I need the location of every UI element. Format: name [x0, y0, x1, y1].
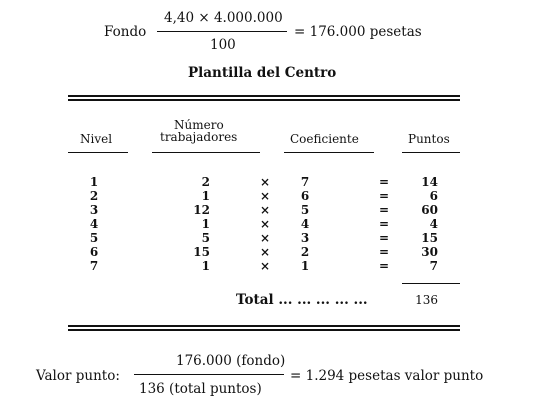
cell-trabajadores: 1 — [201, 259, 210, 273]
bottom-rule-2 — [68, 329, 460, 331]
cell-equals: = — [378, 259, 390, 273]
cell-trabajadores: 1 — [201, 217, 210, 231]
cell-nivel: 5 — [89, 231, 99, 245]
cell-puntos: 30 — [421, 245, 438, 259]
valor-fraction-line — [134, 374, 284, 375]
header-puntos: Puntos — [408, 132, 450, 146]
cell-nivel: 4 — [89, 217, 99, 231]
valor-result: = 1.294 pesetas valor punto — [290, 368, 484, 384]
cell-nivel: 6 — [89, 245, 99, 259]
cell-nivel: 7 — [89, 259, 99, 273]
cell-coeficiente: 5 — [300, 203, 310, 217]
cell-coeficiente: 4 — [300, 217, 310, 231]
cell-equals: = — [378, 189, 390, 203]
cell-coeficiente: 1 — [300, 259, 310, 273]
cell-nivel: 3 — [89, 203, 99, 217]
table-row — [0, 245, 533, 260]
table-row — [0, 203, 533, 218]
total-underline — [402, 283, 460, 284]
cell-puntos: 4 — [429, 217, 438, 231]
cell-equals: = — [378, 175, 390, 189]
cell-trabajadores: 1 — [201, 189, 210, 203]
fondo-result: = 176.000 pesetas — [294, 24, 422, 40]
cell-multiply: × — [259, 259, 271, 273]
cell-trabajadores: 5 — [201, 231, 210, 245]
valor-numerator: 176.000 (fondo) — [176, 353, 286, 369]
top-rule-2 — [68, 99, 460, 101]
cell-equals: = — [378, 217, 390, 231]
cell-multiply: × — [259, 231, 271, 245]
total-value: 136 — [415, 293, 438, 307]
cell-coeficiente: 6 — [300, 189, 310, 203]
cell-puntos: 15 — [421, 231, 438, 245]
cell-coeficiente: 2 — [300, 245, 310, 259]
header-nivel: Nivel — [80, 132, 113, 146]
cell-trabajadores: 12 — [193, 203, 210, 217]
total-label: Total ... ... ... ... ... — [236, 292, 368, 308]
top-rule-1 — [68, 95, 460, 97]
cell-equals: = — [378, 245, 390, 259]
header-numero-line2: trabajadores — [160, 130, 238, 144]
header-underline-coeficiente — [284, 152, 374, 153]
cell-multiply: × — [259, 203, 271, 217]
table-row — [0, 189, 533, 204]
cell-multiply: × — [259, 189, 271, 203]
cell-equals: = — [378, 231, 390, 245]
cell-puntos: 6 — [429, 189, 438, 203]
cell-trabajadores: 2 — [201, 175, 210, 189]
valor-denominator: 136 (total puntos) — [139, 381, 262, 397]
cell-puntos: 7 — [429, 259, 438, 273]
cell-nivel: 1 — [89, 175, 99, 189]
header-numero-line1: Número — [174, 118, 224, 132]
valor-label: Valor punto: — [36, 368, 120, 384]
header-coeficiente: Coeficiente — [290, 132, 359, 146]
table-title: Plantilla del Centro — [188, 65, 337, 81]
header-underline-numero — [152, 152, 260, 153]
table-row — [0, 175, 533, 190]
cell-puntos: 14 — [421, 175, 438, 189]
cell-multiply: × — [259, 217, 271, 231]
table-row — [0, 217, 533, 232]
cell-coeficiente: 3 — [300, 231, 310, 245]
cell-equals: = — [378, 203, 390, 217]
cell-multiply: × — [259, 245, 271, 259]
table-row — [0, 259, 533, 274]
cell-nivel: 2 — [89, 189, 99, 203]
table-row — [0, 231, 533, 246]
cell-trabajadores: 15 — [193, 245, 210, 259]
header-underline-nivel — [68, 152, 128, 153]
fondo-label: Fondo — [104, 24, 147, 40]
cell-coeficiente: 7 — [300, 175, 310, 189]
header-underline-puntos — [402, 152, 460, 153]
cell-puntos: 60 — [421, 203, 438, 217]
bottom-rule-1 — [68, 325, 460, 327]
fondo-numerator: 4,40 × 4.000.000 — [164, 10, 283, 26]
cell-multiply: × — [259, 175, 271, 189]
fondo-denominator: 100 — [210, 37, 236, 53]
fondo-fraction-line — [157, 31, 287, 32]
